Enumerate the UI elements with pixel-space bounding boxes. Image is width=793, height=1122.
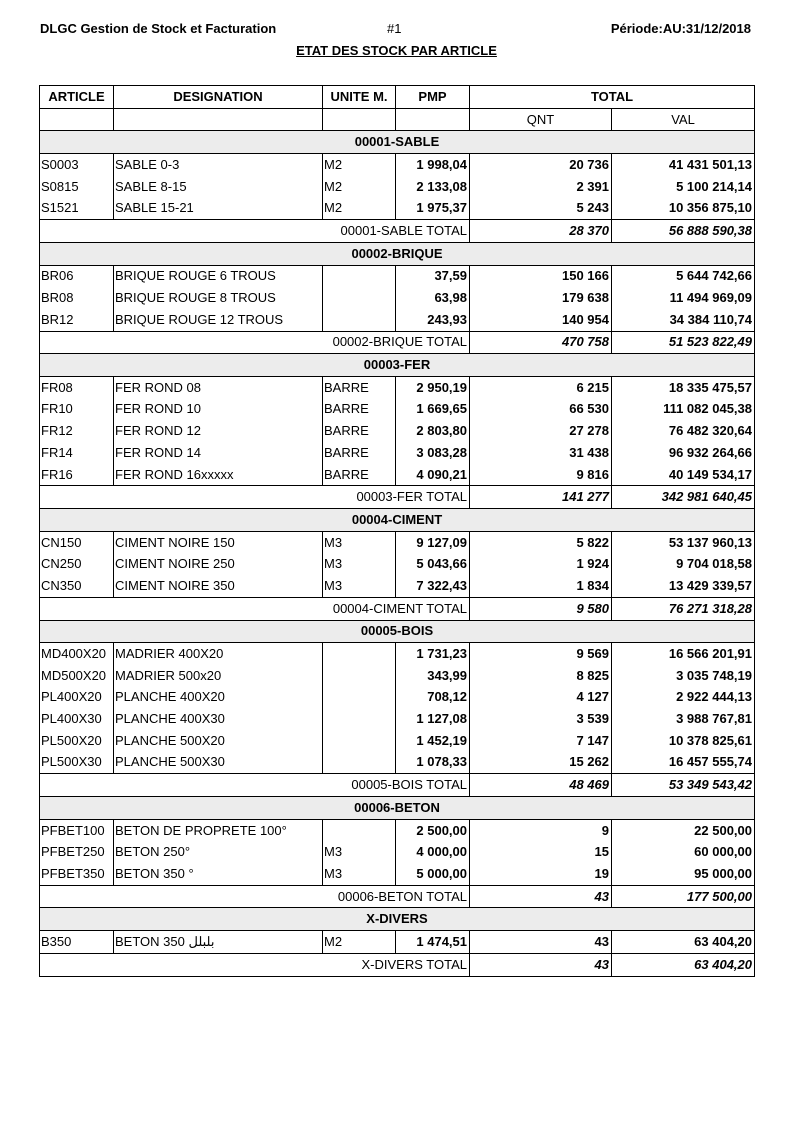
col-unite: UNITE M. — [323, 86, 396, 109]
group-total-qnt: 43 — [470, 953, 612, 976]
cell-qnt: 7 147 — [470, 730, 612, 752]
subheader-blank — [323, 108, 396, 131]
group-total-label: X-DIVERS TOTAL — [40, 953, 470, 976]
cell-qnt: 150 166 — [470, 265, 612, 287]
cell-unite — [323, 287, 396, 309]
group-total-row — [40, 220, 755, 243]
cell-pmp: 2 500,00 — [396, 819, 470, 841]
group-total-row — [40, 774, 755, 797]
group-total-qnt: 9 580 — [470, 597, 612, 620]
cell-pmp: 7 322,43 — [396, 575, 470, 597]
cell-article: FR12 — [40, 420, 114, 442]
cell-pmp: 4 000,00 — [396, 841, 470, 863]
cell-unite: M2 — [323, 197, 396, 219]
cell-article: S0815 — [40, 176, 114, 198]
cell-val: 10 356 875,10 — [612, 197, 755, 219]
cell-pmp: 1 078,33 — [396, 752, 470, 774]
table-row — [40, 197, 755, 219]
cell-designation: FER ROND 10 — [114, 399, 323, 421]
cell-val: 18 335 475,57 — [612, 376, 755, 398]
table-row — [40, 553, 755, 575]
subheader-blank — [40, 108, 114, 131]
cell-val: 96 932 264,66 — [612, 442, 755, 464]
cell-val: 2 922 444,13 — [612, 687, 755, 709]
table-row — [40, 643, 755, 665]
report-title: ETAT DES STOCK PAR ARTICLE — [296, 43, 497, 58]
cell-qnt: 8 825 — [470, 665, 612, 687]
cell-unite: M2 — [323, 176, 396, 198]
group-total-label: 00006-BETON TOTAL — [40, 885, 470, 908]
cell-pmp: 63,98 — [396, 287, 470, 309]
cell-designation: BETON 350 ° — [114, 863, 323, 885]
cell-qnt: 9 816 — [470, 464, 612, 486]
cell-designation: SABLE 0-3 — [114, 154, 323, 176]
cell-article: PL500X20 — [40, 730, 114, 752]
period-header: Période:AU:31/12/2018 — [610, 21, 751, 36]
stock-table-body — [40, 131, 755, 976]
col-val: VAL — [612, 108, 755, 131]
cell-unite — [323, 819, 396, 841]
table-row — [40, 752, 755, 774]
cell-unite: M2 — [323, 931, 396, 954]
cell-val: 22 500,00 — [612, 819, 755, 841]
page-number: #1 — [387, 21, 402, 36]
cell-pmp: 37,59 — [396, 265, 470, 287]
cell-val: 3 988 767,81 — [612, 708, 755, 730]
table-row — [40, 931, 755, 954]
cell-unite — [323, 265, 396, 287]
cell-designation: BETON 350 بلبلل — [114, 931, 323, 954]
cell-designation: BRIQUE ROUGE 12 TROUS — [114, 309, 323, 331]
group-header: 00001-SABLE — [40, 131, 755, 154]
cell-designation: BRIQUE ROUGE 8 TROUS — [114, 287, 323, 309]
group-total-val: 342 981 640,45 — [612, 486, 755, 509]
cell-article: S0003 — [40, 154, 114, 176]
cell-qnt: 66 530 — [470, 399, 612, 421]
cell-unite: M3 — [323, 553, 396, 575]
table-row — [40, 730, 755, 752]
cell-qnt: 20 736 — [470, 154, 612, 176]
table-row — [40, 376, 755, 398]
table-row — [40, 819, 755, 841]
cell-pmp: 5 000,00 — [396, 863, 470, 885]
group-total-qnt: 43 — [470, 885, 612, 908]
cell-qnt: 9 569 — [470, 643, 612, 665]
cell-article: FR08 — [40, 376, 114, 398]
cell-pmp: 1 474,51 — [396, 931, 470, 954]
cell-article: BR08 — [40, 287, 114, 309]
col-total: TOTAL — [470, 86, 755, 109]
group-total-row — [40, 331, 755, 354]
cell-unite: M3 — [323, 531, 396, 553]
cell-designation: SABLE 8-15 — [114, 176, 323, 198]
cell-designation: FER ROND 16xxxxx — [114, 464, 323, 486]
table-row — [40, 708, 755, 730]
cell-article: MD500X20 — [40, 665, 114, 687]
cell-val: 111 082 045,38 — [612, 399, 755, 421]
table-row — [40, 575, 755, 597]
cell-val: 63 404,20 — [612, 931, 755, 954]
cell-qnt: 1 834 — [470, 575, 612, 597]
cell-unite: BARRE — [323, 399, 396, 421]
table-row — [40, 464, 755, 486]
group-total-label: 00005-BOIS TOTAL — [40, 774, 470, 797]
table-row — [40, 687, 755, 709]
table-row — [40, 442, 755, 464]
group-total-row — [40, 953, 755, 976]
cell-val: 10 378 825,61 — [612, 730, 755, 752]
cell-qnt: 15 262 — [470, 752, 612, 774]
stock-table — [39, 85, 755, 977]
cell-val: 11 494 969,09 — [612, 287, 755, 309]
group-header: 00003-FER — [40, 354, 755, 377]
cell-val: 40 149 534,17 — [612, 464, 755, 486]
subheader-blank — [114, 108, 323, 131]
cell-unite: M3 — [323, 841, 396, 863]
cell-article: S1521 — [40, 197, 114, 219]
cell-pmp: 1 669,65 — [396, 399, 470, 421]
group-total-val: 76 271 318,28 — [612, 597, 755, 620]
cell-qnt: 15 — [470, 841, 612, 863]
cell-val: 34 384 110,74 — [612, 309, 755, 331]
cell-unite — [323, 708, 396, 730]
cell-val: 13 429 339,57 — [612, 575, 755, 597]
cell-unite: BARRE — [323, 464, 396, 486]
cell-designation: MADRIER 400X20 — [114, 643, 323, 665]
cell-article: PL400X30 — [40, 708, 114, 730]
cell-designation: BRIQUE ROUGE 6 TROUS — [114, 265, 323, 287]
cell-article: PFBET350 — [40, 863, 114, 885]
company-header: DLGC Gestion de Stock et Facturation — [40, 21, 277, 36]
cell-article: FR16 — [40, 464, 114, 486]
cell-pmp: 1 975,37 — [396, 197, 470, 219]
cell-pmp: 1 998,04 — [396, 154, 470, 176]
cell-article: B350 — [40, 931, 114, 954]
cell-pmp: 5 043,66 — [396, 553, 470, 575]
cell-pmp: 1 452,19 — [396, 730, 470, 752]
group-header: X-DIVERS — [40, 908, 755, 931]
cell-unite: BARRE — [323, 376, 396, 398]
col-article: ARTICLE — [40, 86, 114, 109]
cell-designation: FER ROND 08 — [114, 376, 323, 398]
group-header: 00004-CIMENT — [40, 509, 755, 532]
cell-designation: MADRIER 500x20 — [114, 665, 323, 687]
cell-designation: FER ROND 14 — [114, 442, 323, 464]
group-header: 00005-BOIS — [40, 620, 755, 643]
cell-qnt: 2 391 — [470, 176, 612, 198]
cell-article: CN350 — [40, 575, 114, 597]
cell-val: 60 000,00 — [612, 841, 755, 863]
cell-article: MD400X20 — [40, 643, 114, 665]
table-row — [40, 176, 755, 198]
col-qnt: QNT — [470, 108, 612, 131]
cell-val: 5 100 214,14 — [612, 176, 755, 198]
cell-designation: SABLE 15-21 — [114, 197, 323, 219]
group-total-label: 00001-SABLE TOTAL — [40, 220, 470, 243]
cell-designation: FER ROND 12 — [114, 420, 323, 442]
cell-article: PFBET100 — [40, 819, 114, 841]
cell-designation: PLANCHE 500X20 — [114, 730, 323, 752]
cell-qnt: 140 954 — [470, 309, 612, 331]
cell-article: PL400X20 — [40, 687, 114, 709]
group-total-label: 00004-CIMENT TOTAL — [40, 597, 470, 620]
cell-val: 5 644 742,66 — [612, 265, 755, 287]
cell-unite: M3 — [323, 575, 396, 597]
cell-pmp: 3 083,28 — [396, 442, 470, 464]
cell-val: 41 431 501,13 — [612, 154, 755, 176]
cell-qnt: 1 924 — [470, 553, 612, 575]
group-total-label: 00002-BRIQUE TOTAL — [40, 331, 470, 354]
table-row — [40, 531, 755, 553]
cell-designation: PLANCHE 400X30 — [114, 708, 323, 730]
cell-pmp: 1 731,23 — [396, 643, 470, 665]
table-row — [40, 665, 755, 687]
cell-val: 53 137 960,13 — [612, 531, 755, 553]
table-row — [40, 154, 755, 176]
cell-qnt: 179 638 — [470, 287, 612, 309]
group-total-label: 00003-FER TOTAL — [40, 486, 470, 509]
group-total-qnt: 48 469 — [470, 774, 612, 797]
cell-qnt: 19 — [470, 863, 612, 885]
group-total-row — [40, 597, 755, 620]
cell-unite: BARRE — [323, 420, 396, 442]
group-total-val: 177 500,00 — [612, 885, 755, 908]
group-total-val: 53 349 543,42 — [612, 774, 755, 797]
cell-designation: CIMENT NOIRE 250 — [114, 553, 323, 575]
cell-designation: BETON DE PROPRETE 100° — [114, 819, 323, 841]
cell-designation: CIMENT NOIRE 150 — [114, 531, 323, 553]
cell-val: 16 566 201,91 — [612, 643, 755, 665]
cell-qnt: 31 438 — [470, 442, 612, 464]
cell-article: FR10 — [40, 399, 114, 421]
cell-unite — [323, 665, 396, 687]
cell-article: PL500X30 — [40, 752, 114, 774]
cell-qnt: 6 215 — [470, 376, 612, 398]
table-row — [40, 420, 755, 442]
cell-pmp: 4 090,21 — [396, 464, 470, 486]
cell-unite — [323, 752, 396, 774]
cell-qnt: 5 243 — [470, 197, 612, 219]
table-row — [40, 399, 755, 421]
col-designation: DESIGNATION — [114, 86, 323, 109]
cell-designation: BETON 250° — [114, 841, 323, 863]
cell-pmp: 9 127,09 — [396, 531, 470, 553]
cell-qnt: 9 — [470, 819, 612, 841]
cell-pmp: 243,93 — [396, 309, 470, 331]
group-total-val: 63 404,20 — [612, 953, 755, 976]
group-header: 00002-BRIQUE — [40, 242, 755, 265]
cell-pmp: 2 950,19 — [396, 376, 470, 398]
table-row — [40, 309, 755, 331]
cell-unite: BARRE — [323, 442, 396, 464]
table-row — [40, 863, 755, 885]
cell-qnt: 27 278 — [470, 420, 612, 442]
cell-val: 9 704 018,58 — [612, 553, 755, 575]
group-header: 00006-BETON — [40, 797, 755, 820]
group-total-row — [40, 486, 755, 509]
cell-val: 95 000,00 — [612, 863, 755, 885]
cell-article: BR06 — [40, 265, 114, 287]
col-pmp: PMP — [396, 86, 470, 109]
cell-pmp: 1 127,08 — [396, 708, 470, 730]
cell-unite — [323, 687, 396, 709]
table-row — [40, 287, 755, 309]
group-total-row — [40, 885, 755, 908]
cell-article: FR14 — [40, 442, 114, 464]
cell-val: 3 035 748,19 — [612, 665, 755, 687]
cell-val: 76 482 320,64 — [612, 420, 755, 442]
cell-pmp: 343,99 — [396, 665, 470, 687]
cell-unite — [323, 309, 396, 331]
cell-val: 16 457 555,74 — [612, 752, 755, 774]
group-total-qnt: 141 277 — [470, 486, 612, 509]
cell-unite: M3 — [323, 863, 396, 885]
cell-qnt: 5 822 — [470, 531, 612, 553]
cell-pmp: 2 133,08 — [396, 176, 470, 198]
cell-qnt: 4 127 — [470, 687, 612, 709]
cell-article: CN250 — [40, 553, 114, 575]
cell-designation: CIMENT NOIRE 350 — [114, 575, 323, 597]
cell-pmp: 708,12 — [396, 687, 470, 709]
group-total-val: 51 523 822,49 — [612, 331, 755, 354]
cell-qnt: 3 539 — [470, 708, 612, 730]
cell-article: BR12 — [40, 309, 114, 331]
subheader-blank — [396, 108, 470, 131]
cell-unite: M2 — [323, 154, 396, 176]
cell-article: PFBET250 — [40, 841, 114, 863]
cell-article: CN150 — [40, 531, 114, 553]
cell-designation: PLANCHE 500X30 — [114, 752, 323, 774]
table-row — [40, 841, 755, 863]
cell-unite — [323, 730, 396, 752]
group-total-qnt: 28 370 — [470, 220, 612, 243]
cell-designation: PLANCHE 400X20 — [114, 687, 323, 709]
cell-pmp: 2 803,80 — [396, 420, 470, 442]
group-total-qnt: 470 758 — [470, 331, 612, 354]
cell-unite — [323, 643, 396, 665]
group-total-val: 56 888 590,38 — [612, 220, 755, 243]
cell-qnt: 43 — [470, 931, 612, 954]
table-row — [40, 265, 755, 287]
